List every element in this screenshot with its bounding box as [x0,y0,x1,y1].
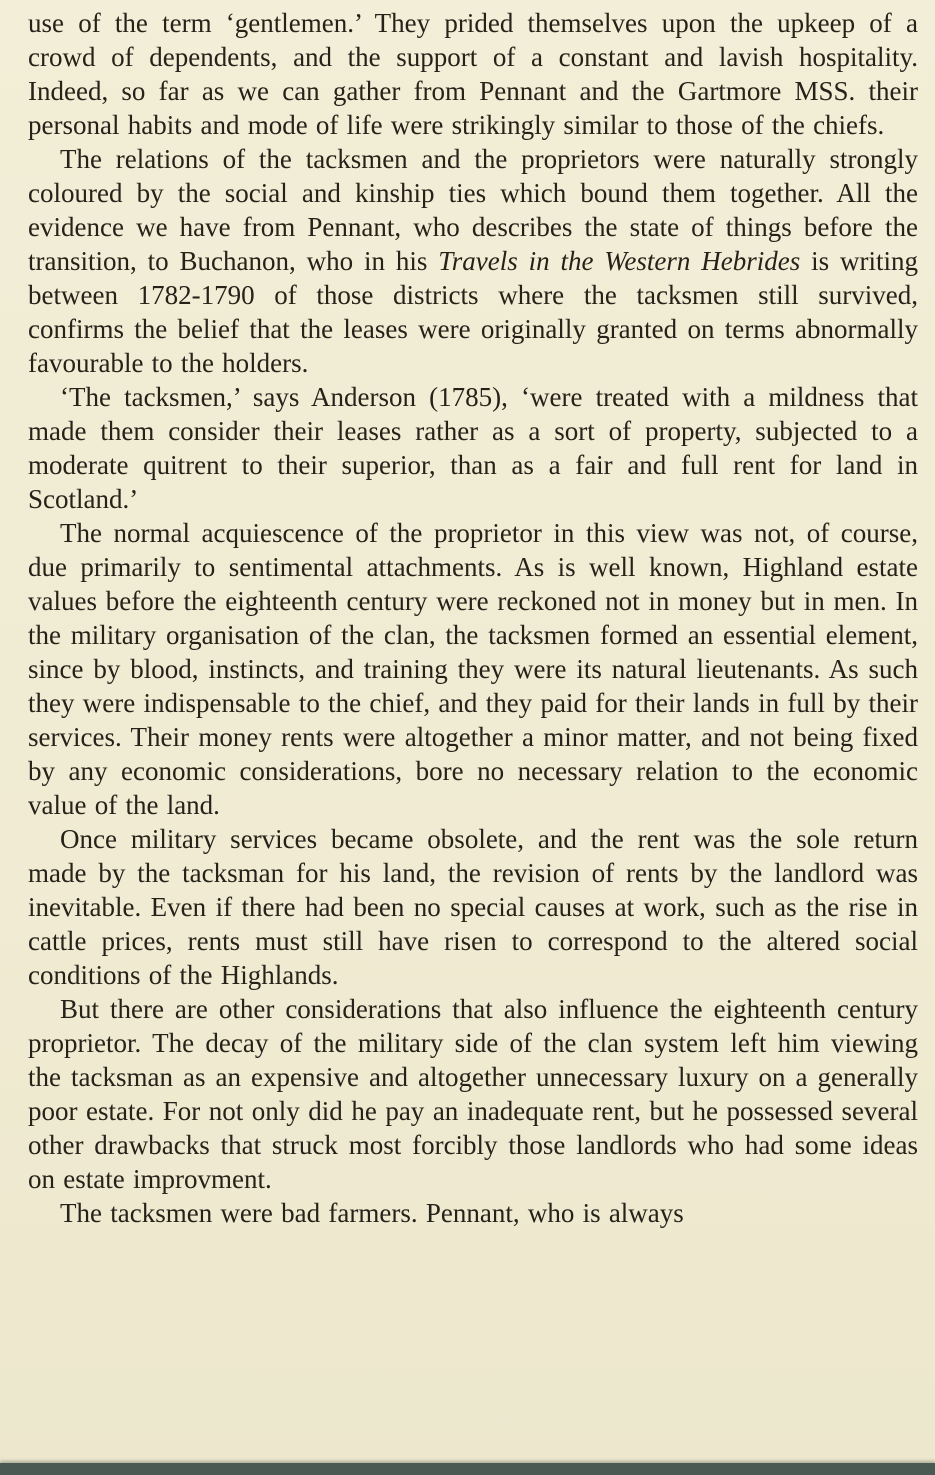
italic-text-segment: Travels in the Western Hebrides [438,246,801,276]
page-bottom-edge [0,1463,935,1475]
text-segment: is writing between 1782-1790 of those districts where the tacksmen still survived, confirms the belief that the leases were originally granted on terms abnormally favourable to the holders. [28,246,918,378]
paragraph [28,142,918,380]
text-segment: Once military services became obsolete, and the rent was the sole return made by the tacksman for his land, the revision of rents by the landlord was inevitable. Even if there had been no special causes at work, such as the rise in cattle prices, rents must still have risen to correspond to the altered social conditions of the Highlands. [28,824,918,990]
text-segment: The tacksmen were bad farmers. Pennant, who is always [60,1198,684,1228]
paragraph [28,380,918,516]
text-segment: But there are other considerations that also influence the eighteenth century proprietor. The decay of the military side of the clan system left him viewing the tacksman as an expensive and altogether unnecessary luxury on a generally poor estate. For not only did he pay an inadequate rent, but he possessed several other drawbacks that struck most forcibly those landlords who had some ideas on estate improvment. [28,994,918,1194]
paragraph [28,1196,918,1230]
paragraph [28,992,918,1196]
text-segment: The normal acquiescence of the proprietor in this view was not, of course, due primarily to sentimental attachments. As is well known, Highland estate values before the eighteenth century were reckoned not in money but in men. In the military organisation of the clan, the tacksmen formed an essential element, since by blood, instincts, and training they were its natural lieutenants. As such they were indispensable to the chief, and they paid for their lands in full by their services. Their money rents were altogether a minor matter, and not being fixed by any economic considerations, bore no necessary relation to the economic value of the land. [28,518,918,820]
text-segment: ‘The tacksmen,’ says Anderson (1785), ‘were treated with a mildness that made them consider their leases rather as a sort of property, subjected to a moderate quitrent to their superior, than as a fair and full rent for land in Scotland.’ [28,382,918,514]
paragraph [28,822,918,992]
paragraph [28,6,918,142]
text-segment: The relations of the tacksmen and the proprietors were naturally strongly coloured by the social and kinship ties which bound them together. All the evidence we have from Pennant, who describes the state of things before the transition, to Buchanon, who in his [28,144,918,276]
text-segment: use of the term ‘gentlemen.’ They prided themselves upon the upkeep of a crowd of dependents, and the support of a constant and lavish hospitality. Indeed, so far as we can gather from Pennant and the Gartmore MSS. their personal habits and mode of life were strikingly similar to those of the chiefs. [28,8,918,140]
paragraph [28,516,918,822]
